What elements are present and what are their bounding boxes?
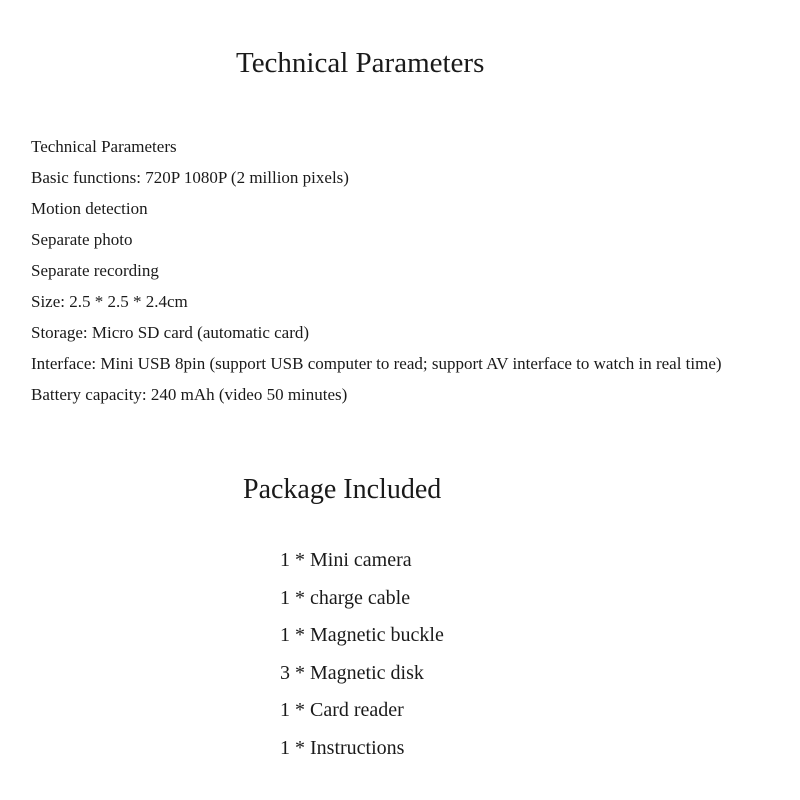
package-item: 1 * Magnetic buckle (280, 624, 444, 646)
spec-line: Basic functions: 720P 1080P (2 million pixels) (31, 168, 349, 187)
spec-line: Technical Parameters (31, 137, 177, 156)
spec-line: Battery capacity: 240 mAh (video 50 minutes) (31, 385, 348, 404)
spec-line: Size: 2.5 * 2.5 * 2.4cm (31, 292, 188, 311)
technical-parameters-list (31, 131, 722, 410)
package-item: 1 * Instructions (280, 736, 405, 759)
package-item: 1 * Mini camera (280, 549, 412, 571)
spec-line: Separate photo (31, 230, 133, 249)
technical-parameters-heading: Technical Parameters (236, 47, 485, 79)
spec-line: Storage: Micro SD card (automatic card) (31, 323, 310, 342)
spec-line: Interface: Mini USB 8pin (support USB computer to read; support AV interface to watch in real time) (31, 354, 722, 373)
package-included-list (280, 542, 444, 767)
package-item: 1 * charge cable (280, 586, 411, 609)
spec-line: Separate recording (31, 261, 159, 280)
package-included-heading: Package Included (243, 474, 442, 505)
package-item: 3 * Magnetic disk (280, 661, 424, 684)
spec-line: Motion detection (31, 199, 148, 218)
package-item: 1 * Card reader (280, 699, 404, 721)
